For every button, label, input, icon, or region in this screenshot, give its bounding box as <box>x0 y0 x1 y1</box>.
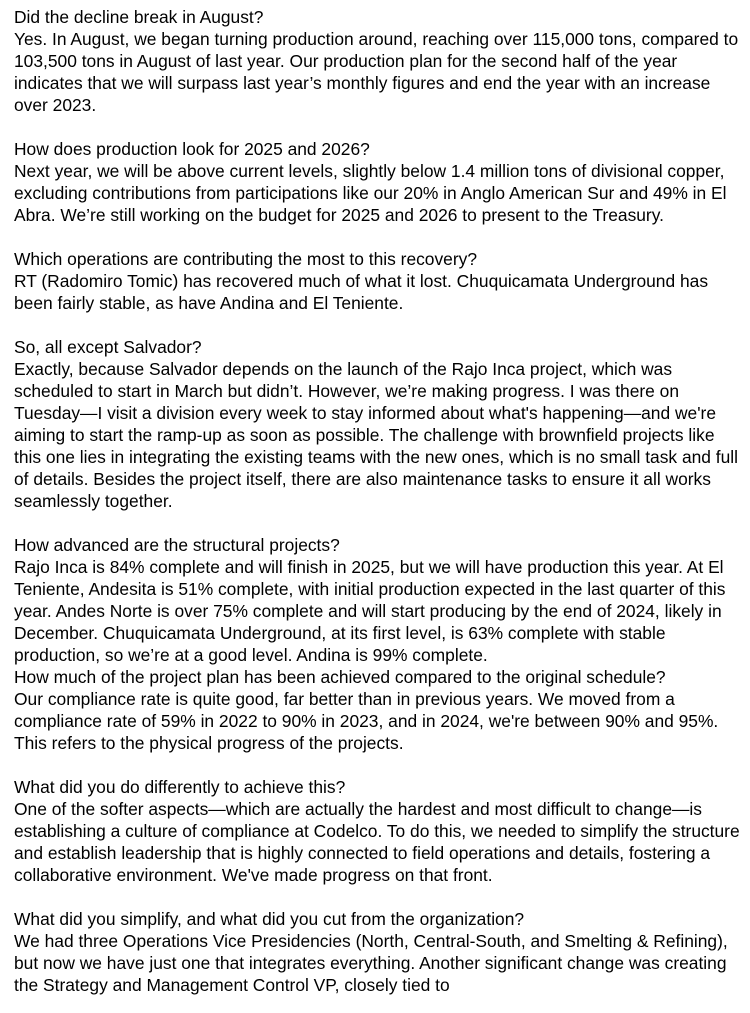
answer-text: We had three Operations Vice Presidencies (North, Central-South, and Smelting & Refining), but now we have just one that integrates everything. Another significant change was creating the Strategy and Management Control VP, closely tied to <box>14 931 728 995</box>
interview-document <box>14 6 744 996</box>
answer-text: Rajo Inca is 84% complete and will finish in 2025, but we will have production this year. At El Teniente, Andesita is 51% complete, with initial production expected in the last quarter of this year. Andes Norte is over 75% complete and will start producing by the end of 2024, likely in December. Chuquicamata Underground, at its first level, is 63% complete with stable production, so we’re at a good level. Andina is 99% complete. <box>14 557 726 665</box>
qa-section-4 <box>14 336 744 512</box>
answer-text: Our compliance rate is quite good, far better than in previous years. We moved from a compliance rate of 59% in 2022 to 90% in 2023, and in 2024, we're between 90% and 95%. This refers to the physical progress of the projects. <box>14 689 719 753</box>
qa-section-1 <box>14 6 744 116</box>
question-text: So, all except Salvador? <box>14 337 202 357</box>
qa-section-2 <box>14 138 744 226</box>
answer-text: One of the softer aspects—which are actually the hardest and most difficult to change—is establishing a culture of compliance at Codelco. To do this, we needed to simplify the structure and establish leadership that is highly connected to field operations and details, fostering a collaborative environment. We've made progress on that front. <box>14 799 740 885</box>
question-text: How much of the project plan has been achieved compared to the original schedule? <box>14 667 666 687</box>
answer-text: Yes. In August, we began turning production around, reaching over 115,000 tons, compared to 103,500 tons in August of last year. Our production plan for the second half of the year indicates that we will surpass last year’s monthly figures and end the year with an increase over 2023. <box>14 29 739 115</box>
question-text: How does production look for 2025 and 2026? <box>14 139 370 159</box>
qa-section-3 <box>14 248 744 314</box>
answer-text: RT (Radomiro Tomic) has recovered much of what it lost. Chuquicamata Underground has been fairly stable, as have Andina and El Teniente. <box>14 271 709 313</box>
qa-section-6 <box>14 666 744 754</box>
answer-text: Next year, we will be above current levels, slightly below 1.4 million tons of divisional copper, excluding contributions from participations like our 20% in Anglo American Sur and 49% in El Abra. We’re still working on the budget for 2025 and 2026 to present to the Treasury. <box>14 161 727 225</box>
qa-section-5 <box>14 534 744 666</box>
qa-section-7 <box>14 776 744 886</box>
question-text: Which operations are contributing the most to this recovery? <box>14 249 478 269</box>
question-text: What did you do differently to achieve this? <box>14 777 346 797</box>
question-text: Did the decline break in August? <box>14 7 264 27</box>
question-text: What did you simplify, and what did you cut from the organization? <box>14 909 525 929</box>
answer-text: Exactly, because Salvador depends on the launch of the Rajo Inca project, which was scheduled to start in March but didn’t. However, we’re making progress. I was there on Tuesday—I visit a division every week to stay informed about what's happening—and we're aiming to start the ramp-up as soon as possible. The challenge with brownfield projects like this one lies in integrating the existing teams with the new ones, which is no small task and full of details. Besides the project itself, there are also maintenance tasks to ensure it all works seamlessly together. <box>14 359 739 511</box>
qa-section-8 <box>14 908 744 996</box>
question-text: How advanced are the structural projects? <box>14 535 340 555</box>
